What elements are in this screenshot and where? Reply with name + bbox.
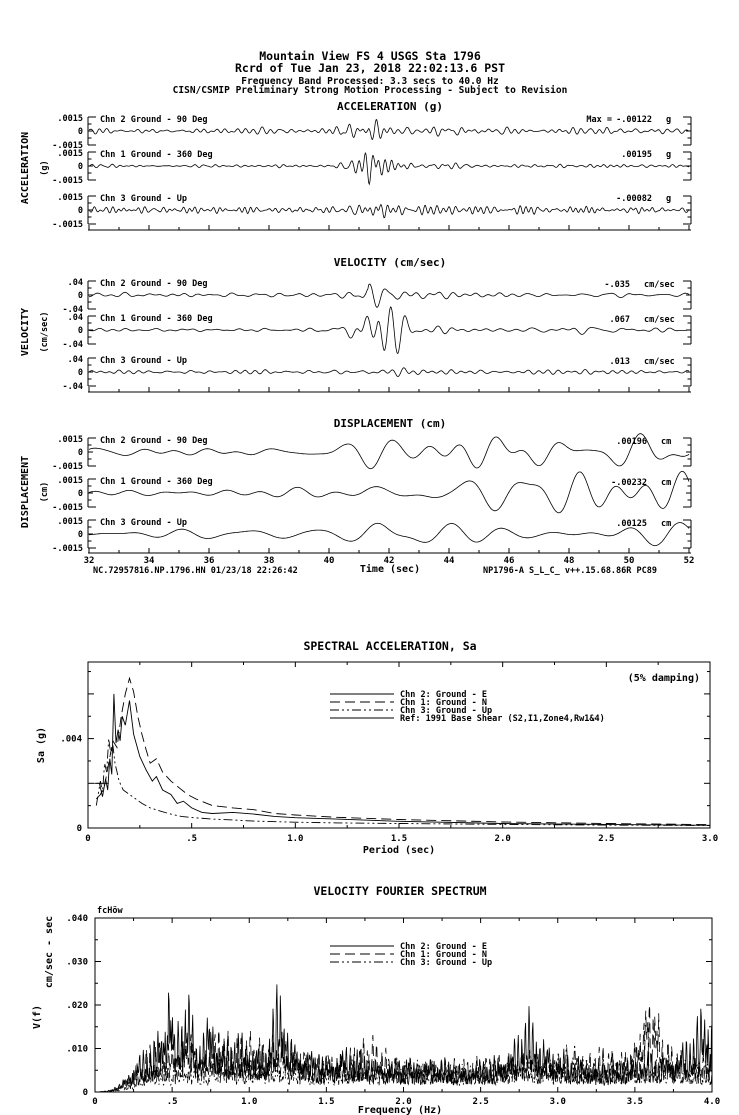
displacement-side-units: (cm) <box>40 481 50 503</box>
channel-label: Chn 3 Ground - Up <box>100 356 187 366</box>
channel-label: Chn 1 Ground - 360 Deg <box>100 150 213 160</box>
peak-units-label: cm <box>661 437 672 447</box>
record-id-footer: NC.72957816.NP.1796.HN 01/23/18 22:26:42 <box>93 566 298 576</box>
sa-x-tick-label: 3.0 <box>701 834 719 844</box>
velocity-panel <box>63 278 691 392</box>
fourier-y-tick-label: .020 <box>66 1001 88 1011</box>
peak-value-label: -.00232 <box>611 478 647 488</box>
peak-units-label: cm/sec <box>644 315 675 325</box>
peak-value-label: -.035 <box>604 280 630 290</box>
time-tick-label: 46 <box>503 556 515 566</box>
peak-units-label: g <box>666 115 672 125</box>
scale-bottom-label: -.0015 <box>52 503 83 513</box>
sa-x-tick-label: 0 <box>85 834 91 844</box>
fourier-x-tick-label: 0 <box>92 1097 98 1107</box>
fourier-y-axis-label: V(f) <box>32 1004 43 1030</box>
scale-top-label: .0015 <box>57 149 83 159</box>
scale-bottom-label: -.04 <box>62 382 83 392</box>
scale-zero-label: 0 <box>77 326 83 336</box>
fourier-x-tick-label: .5 <box>166 1097 178 1107</box>
scale-top-label: .0015 <box>57 193 83 203</box>
peak-units-label: cm/sec <box>644 280 675 290</box>
scale-zero-label: 0 <box>77 291 83 301</box>
sa-y-axis-label: Sa (g) <box>36 726 47 764</box>
legend-label: Chn 1: Ground - N <box>400 698 487 708</box>
velocity-side-units: (cm/sec) <box>40 311 50 353</box>
peak-value-label: .00125 <box>616 519 647 529</box>
time-tick-label: 52 <box>683 556 695 566</box>
scale-top-label: .0015 <box>57 114 83 124</box>
displacement-panel <box>52 434 691 554</box>
channel-label: Chn 1 Ground - 360 Deg <box>100 477 213 487</box>
legend-label: Ref: 1991 Base Shear (S2,I1,Zone4,Rw1&4) <box>400 714 605 724</box>
time-tick-label: 48 <box>563 556 575 566</box>
peak-prefix-label: Max = <box>586 115 612 125</box>
legend-label: Chn 2: Ground - E <box>400 942 487 952</box>
scale-zero-label: 0 <box>77 368 83 378</box>
fourier-chart <box>66 914 720 1107</box>
fourier-y-tick-label: .010 <box>66 1044 88 1055</box>
scale-top-label: .0015 <box>57 517 83 527</box>
fourier-x-tick-label: 3.5 <box>626 1097 644 1107</box>
frequency-band-note: Frequency Band Processed: 3.3 secs to 40.0 Hz <box>241 76 499 87</box>
sa-x-tick-label: .5 <box>186 834 198 844</box>
scale-bottom-label: -.0015 <box>52 141 83 151</box>
record-datetime: Rcrd of Tue Jan 23, 2018 22:02:13.6 PST <box>234 61 506 75</box>
time-tick-label: 42 <box>383 556 395 566</box>
scale-bottom-label: -.04 <box>62 305 83 315</box>
acceleration-panel <box>52 114 691 230</box>
scale-top-label: .0015 <box>57 476 83 486</box>
fourier-chart-title: VELOCITY FOURIER SPECTRUM <box>313 884 487 898</box>
legend-label: Chn 3: Ground - Up <box>400 706 493 716</box>
peak-value-label: .00195 <box>621 150 652 160</box>
scale-top-label: .04 <box>67 355 83 365</box>
legend-label: Chn 1: Ground - N <box>400 950 487 960</box>
channel-label: Chn 3 Ground - Up <box>100 518 187 528</box>
velocity-panel-title: VELOCITY (cm/sec) <box>333 256 447 269</box>
fourier-y-tick-label: 0 <box>82 1088 88 1098</box>
sa-x-axis-label: Period (sec) <box>362 845 436 856</box>
peak-value-label: .013 <box>609 357 630 367</box>
sa-y-tick-label: .004 <box>60 734 82 745</box>
legend-label: Chn 2: Ground - E <box>400 690 487 700</box>
peak-units-label: cm <box>661 519 672 529</box>
fourier-x-tick-label: 1.5 <box>318 1097 335 1107</box>
waveform-trace <box>89 368 689 377</box>
time-tick-label: 40 <box>323 556 335 566</box>
scale-zero-label: 0 <box>77 448 83 458</box>
fourier-x-tick-label: 2.0 <box>395 1097 412 1107</box>
sa-x-tick-label: 2.5 <box>598 834 615 844</box>
displacement-panel-title: DISPLACEMENT (cm) <box>333 417 447 430</box>
fourier-y-tick-label: .030 <box>66 957 88 968</box>
channel-label: Chn 2 Ground - 90 Deg <box>100 436 208 446</box>
displacement-side-label: DISPLACEMENT <box>20 455 31 529</box>
peak-value-label: -.00082 <box>616 194 652 204</box>
peak-units-label: cm <box>661 478 672 488</box>
acceleration-panel-title: ACCELERATION (g) <box>337 100 443 113</box>
waveform-trace <box>89 205 689 218</box>
scale-top-label: .0015 <box>57 435 83 445</box>
scale-bottom-label: -.04 <box>62 340 83 350</box>
scale-zero-label: 0 <box>77 162 83 172</box>
record-title: Mountain View FS 4 USGS Sta 1796 <box>259 49 481 63</box>
fourier-series-group <box>95 984 712 1092</box>
sa-x-tick-label: 2.0 <box>494 834 511 844</box>
filter-corner-annotation: fcHöw <box>97 906 123 916</box>
time-tick-label: 32 <box>83 556 95 566</box>
fourier-x-tick-label: 3.0 <box>549 1097 566 1107</box>
sa-series <box>96 739 710 826</box>
acceleration-side-label: ACCELERATION <box>20 131 31 205</box>
peak-units-label: g <box>666 194 672 204</box>
peak-value-label: .00196 <box>616 437 647 447</box>
sa-chart <box>60 662 718 844</box>
time-tick-label: 34 <box>143 556 155 566</box>
fourier-x-tick-label: 2.5 <box>472 1097 489 1107</box>
scale-bottom-label: -.0015 <box>52 544 83 554</box>
scale-zero-label: 0 <box>77 127 83 137</box>
peak-value-label: -.00122 <box>616 115 652 125</box>
sa-x-tick-label: 1.5 <box>390 834 408 844</box>
scale-top-label: .04 <box>67 313 83 323</box>
fourier-x-tick-label: 4.0 <box>703 1097 721 1107</box>
legend-label: Chn 3: Ground - Up <box>400 958 493 968</box>
velocity-side-label: VELOCITY <box>20 307 31 357</box>
scale-zero-label: 0 <box>77 206 83 216</box>
channel-label: Chn 3 Ground - Up <box>100 194 187 204</box>
time-tick-label: 44 <box>443 556 455 566</box>
time-tick-label: 36 <box>203 556 215 566</box>
damping-annotation: (5% damping) <box>627 673 700 684</box>
sa-x-tick-label: 1.0 <box>287 834 304 844</box>
channel-label: Chn 1 Ground - 360 Deg <box>100 314 213 324</box>
time-axis-label: Time (sec) <box>359 564 421 575</box>
sa-y-tick-label: 0 <box>76 824 82 834</box>
processing-note: CISN/CSMIP Preliminary Strong Motion Processing - Subject to Revision <box>172 85 568 96</box>
scale-zero-label: 0 <box>77 530 83 540</box>
scale-top-label: .04 <box>67 278 83 288</box>
fourier-x-axis-label: Frequency (Hz) <box>357 1105 443 1115</box>
time-tick-label: 38 <box>263 556 275 566</box>
fourier-x-tick-label: 1.0 <box>241 1097 258 1107</box>
scale-bottom-label: -.0015 <box>52 176 83 186</box>
peak-units-label: g <box>666 150 672 160</box>
fourier-y-units-label: cm/sec - sec <box>44 915 55 989</box>
scale-zero-label: 0 <box>77 489 83 499</box>
fourier-y-tick-label: .040 <box>66 914 88 924</box>
peak-units-label: cm/sec <box>644 357 675 367</box>
time-tick-label: 50 <box>623 556 635 566</box>
sa-chart-title: SPECTRAL ACCELERATION, Sa <box>303 639 477 653</box>
channel-label: Chn 2 Ground - 90 Deg <box>100 115 208 125</box>
chart-frame <box>88 662 710 828</box>
acceleration-side-units: (g) <box>40 160 50 176</box>
scale-bottom-label: -.0015 <box>52 462 83 472</box>
peak-value-label: .067 <box>609 315 630 325</box>
channel-label: Chn 2 Ground - 90 Deg <box>100 279 208 289</box>
processing-version-footer: NP1796-A S_L_C_ v++.15.68.86R PC89 <box>483 566 657 576</box>
scale-bottom-label: -.0015 <box>52 220 83 230</box>
